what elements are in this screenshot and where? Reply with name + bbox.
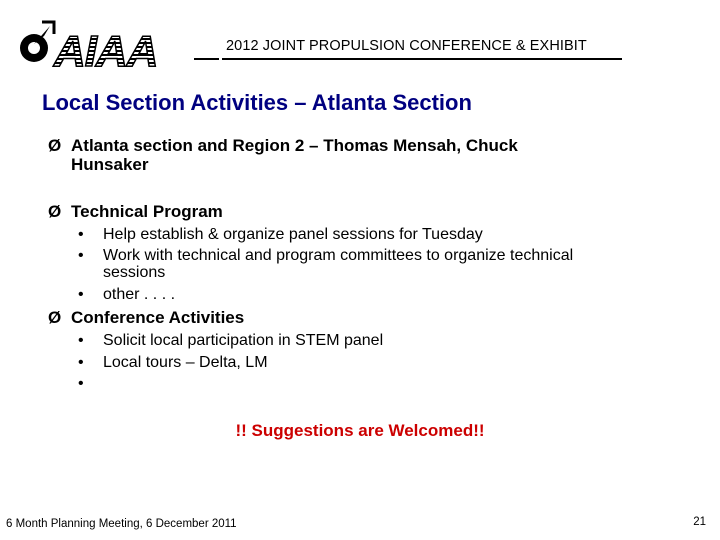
sub-bullet-text: Work with technical and program committees to organize technical: [103, 247, 574, 264]
sub-bullet-text: sessions: [103, 264, 166, 281]
aiaa-logo: [14, 14, 219, 72]
page-number: 21: [693, 516, 706, 528]
slide-title: Local Section Activities – Atlanta Section: [42, 90, 472, 115]
bullet-text: Atlanta section and Region 2 – Thomas Mensah, Chuck: [71, 136, 518, 155]
arrow-bullet-icon: Ø: [48, 202, 62, 221]
dot-bullet-icon: •: [78, 286, 84, 303]
bullet-text: Conference Activities: [71, 308, 245, 327]
dot-bullet-icon: •: [78, 226, 84, 243]
sub-bullet-text: Local tours – Delta, LM: [103, 354, 268, 371]
sub-bullet-text: Help establish & organize panel sessions for Tuesday: [103, 226, 483, 243]
footer-meeting-label: 6 Month Planning Meeting, 6 December 2011: [6, 518, 237, 530]
header-divider: [222, 58, 622, 60]
sub-bullet-text: Solicit local participation in STEM panel: [103, 332, 384, 349]
bullet-text: Hunsaker: [71, 155, 149, 174]
arrow-bullet-icon: Ø: [48, 136, 62, 155]
logo-text: AIAA: [54, 27, 158, 72]
dot-bullet-icon: •: [78, 354, 84, 371]
sub-bullet-text: other . . . .: [103, 286, 176, 303]
suggestions-callout: !! Suggestions are Welcomed!!: [235, 421, 485, 440]
dot-bullet-icon: •: [78, 247, 84, 264]
header-title: 2012 JOINT PROPULSION CONFERENCE & EXHIBIT: [226, 38, 587, 54]
arrow-bullet-icon: Ø: [48, 308, 62, 327]
dot-bullet-icon: •: [78, 332, 84, 349]
bullet-text: Technical Program: [71, 202, 223, 221]
dot-bullet-icon: •: [78, 375, 84, 392]
